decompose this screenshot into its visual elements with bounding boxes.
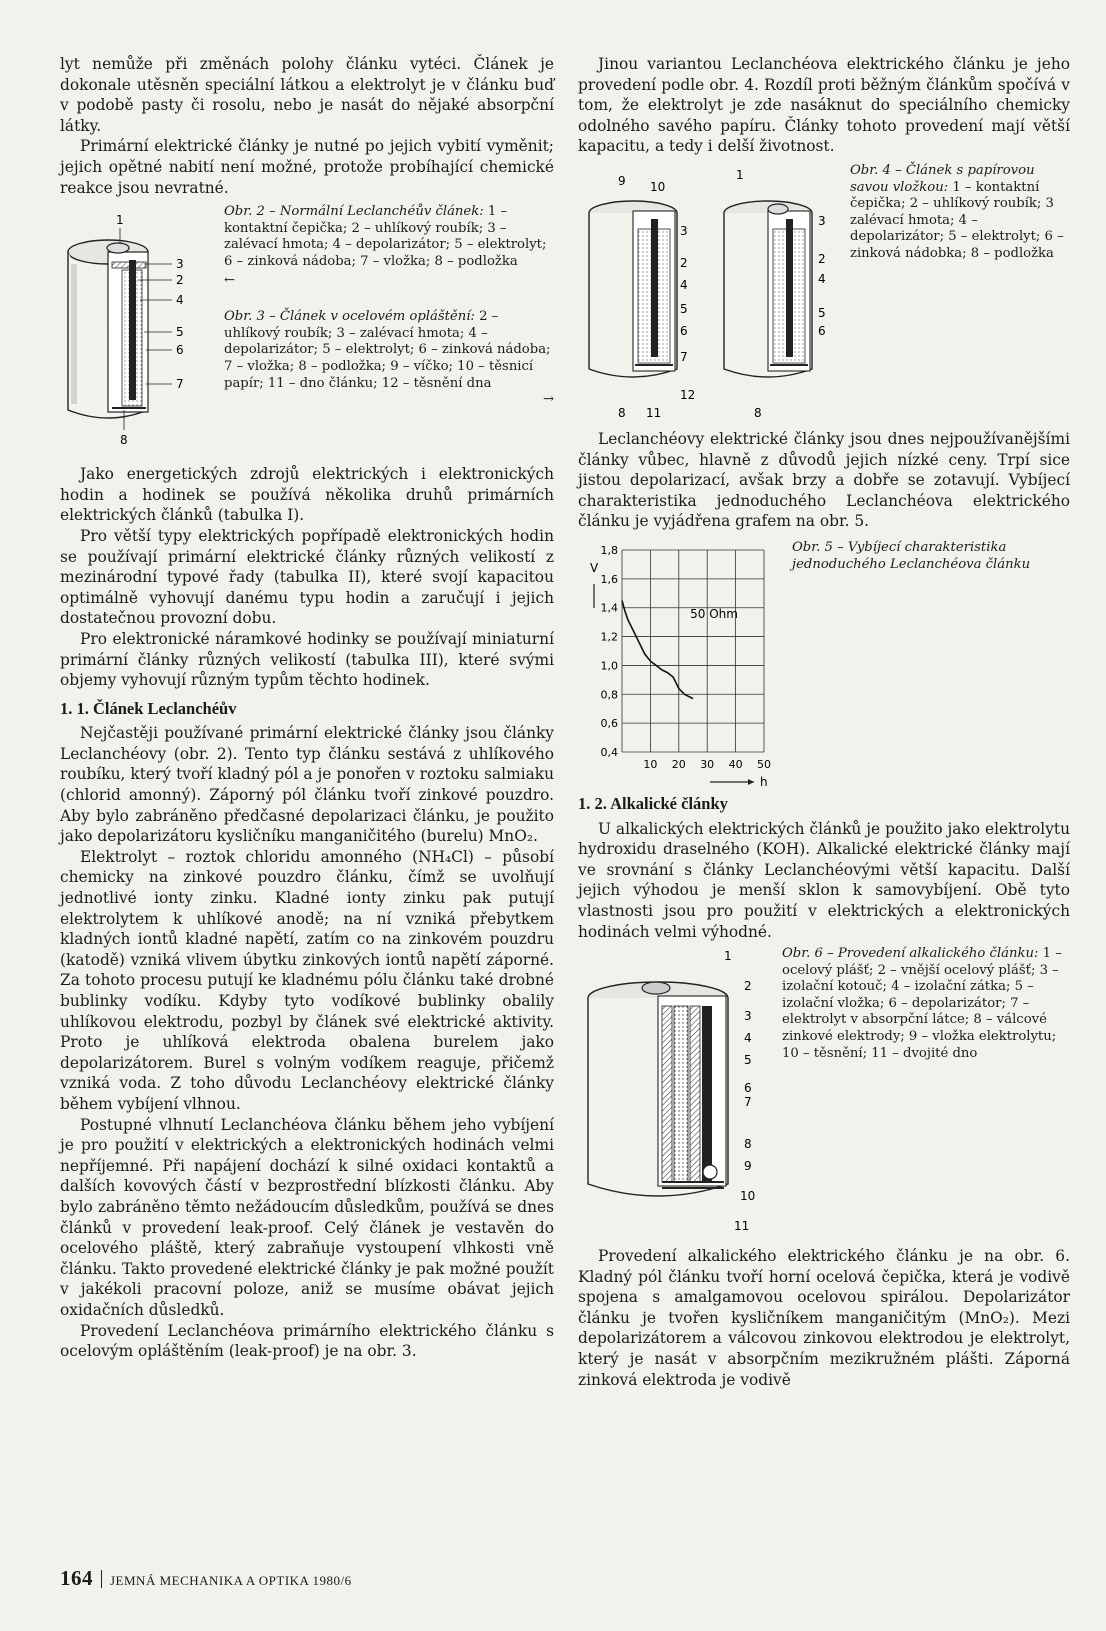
paragraph: lyt nemůže při změnách polohy článku vytéci. Článek je dokonale utěsněn speciální látkou a elektrolyt je v článku buď v podobě pasty či rosolu, nebo je nasát do nějaké absorpční látky. bbox=[60, 55, 554, 135]
paragraph: Jako energetických zdrojů elektrických i elektronických hodin a hodinek se používá několika druhů primárních elektrických článků (tabulka I). bbox=[60, 465, 554, 525]
paragraph: Nejčastěji používané primární elektrické články jsou články Leclanchéovy (obr. 2). Tento typ článku sestává z uhlíkového roubíku, který tvoří kladný pól a je ponořen v roztoku salmiaku (chlorid amonný). Záporný pól článku tvoří zinkové pouzdro. Aby bylo zabráněno předčasné depolarizaci článku, je použito jako depolarizátoru kysličníku manganičitého (burelu) MnO₂. bbox=[60, 724, 554, 846]
arrow-right-icon: → bbox=[542, 392, 554, 408]
fig3-caption-title: Obr. 3 – Článek v ocelovém opláštění: bbox=[224, 309, 475, 325]
fig6-caption bbox=[778, 946, 1070, 1062]
fig6-caption-body: 1 – ocelový plášť; 2 – vnější ocelový plášť; 3 – izolační kotouč; 4 – izolační zátka; 5 – izolační vložka; 6 – depolarizátor; 7 – elektrolyt v absorpční látce; 8 – válcové zinkové elektrody; 9 – vložka elektrolytu; 10 – těsnění; 11 – dvojité dno bbox=[782, 946, 1062, 1061]
figure-2 bbox=[60, 204, 220, 460]
fig4-label: 4 bbox=[818, 271, 826, 286]
fig4-label: 2 bbox=[818, 251, 826, 266]
left-column bbox=[60, 54, 554, 1362]
paragraph: Provedení alkalického elektrického článku je na obr. 6. Kladný pól článku tvoří horní ocelová čepička, která je vodivě spojena s amalgamovou ocelovou spirálou. Depolarizátor článku je tvořen kysličníkem manganičitým (MnO₂). Mezi depolarizátorem a válcovou zinkovou elektrodou je elektrolyt, který je nasát v absorpčním mezikružném plášti. Záporná zinková elektroda je vodivě bbox=[578, 1247, 1070, 1389]
fig4-caption-body: 1 – kontaktní čepička; 2 – uhlíkový roubík; 3 zalévací hmota; 4 – depolarizátor; 5 – elektrolyt; 6 – zinková nádobka; 8 – podložka bbox=[850, 179, 1064, 261]
fig6-label: 3 bbox=[744, 1009, 752, 1024]
fig6-label: 11 bbox=[734, 1219, 750, 1234]
fig4-label: 3 bbox=[818, 213, 826, 228]
paragraph: U alkalických elektrických článků je použito jako elektrolytu hydroxidu draselného (KOH). Alkalické elektrické články mají ve srovnání s články Leclanchéovými větší kapacitu. Další jejich výhodou je menší sklon k samovybíjení. Obě tyto vlastnosti jsou pro použití v elektrických a elektronických hodinách velmi výhodné. bbox=[578, 819, 1070, 941]
x-tick-label: 10 bbox=[643, 757, 658, 771]
fig6-label: 6 bbox=[744, 1081, 752, 1096]
y-axis-label: V bbox=[590, 560, 599, 575]
fig3-label: 8 bbox=[618, 405, 626, 420]
fig3-caption-body: 2 – uhlíkový roubík; 3 – zalévací hmota; 4 – depolarizátor; 5 – elektrolyt; 6 – zinková nádoba; 7 – vložka; 8 – podložka; 9 – víčko; 10 – těsnicí papír; 11 – dno článku; 12 – těsnění dna bbox=[224, 309, 551, 391]
figure-6 bbox=[578, 946, 778, 1236]
fig2-caption-body: 1 – kontaktní čepička; 2 – uhlíkový roubík; 3 – zalévací hmota; 4 – depolarizátor; 5 – elektrolyt; 6 – zinková nádoba; 7 – vložka; 8 – podložka bbox=[224, 204, 547, 269]
fig2-label: 1 bbox=[116, 213, 124, 228]
figure-5-block bbox=[578, 538, 1070, 786]
fig6-label: 4 bbox=[744, 1031, 752, 1046]
paragraph: Leclanchéovy elektrické články jsou dnes nejpoužívanějšími články vůbec, hlavně z důvodů jejich nízké ceny. Trpí sice jistou depolarizací, avšak brzy a dobře se zotavují. Vybíjecí charakteristika jednoduchého Leclanchéova elektrického článku je vyjádřena grafem na obr. 5. bbox=[578, 429, 1070, 531]
page-number: 164 bbox=[60, 1566, 93, 1590]
discharge-chart bbox=[578, 538, 788, 786]
y-tick-label: 0,4 bbox=[600, 745, 618, 759]
fig6-label: 2 bbox=[744, 979, 752, 994]
fig2-label: 3 bbox=[176, 257, 184, 272]
series-annotation: 50 Ohm bbox=[690, 606, 738, 621]
fig2-label: 6 bbox=[176, 343, 184, 358]
paragraph: Jinou variantou Leclanchéova elektrického článku je jeho provedení podle obr. 4. Rozdíl proti běžným článkům spočívá v tom, že elektrolyt je zde nasáknut do speciálního chemicky odolného savého papíru. Články tohoto provedení mají větší kapacitu, a tedy i delší životnost. bbox=[578, 55, 1070, 156]
x-axis-label: h bbox=[760, 774, 768, 786]
fig4-caption bbox=[848, 163, 1070, 263]
fig3-label: 4 bbox=[680, 277, 688, 292]
figure-2-3-block bbox=[60, 204, 554, 460]
figure-captions bbox=[220, 204, 554, 409]
fig5-caption bbox=[788, 538, 1070, 573]
figure-3-4-block bbox=[578, 163, 1070, 425]
y-tick-label: 0,8 bbox=[600, 688, 618, 702]
divider bbox=[101, 1570, 102, 1588]
fig2-label: 5 bbox=[176, 325, 184, 340]
x-tick-label: 40 bbox=[728, 757, 743, 771]
journal-name: JEMNÁ MECHANIKA A OPTIKA 1980/6 bbox=[110, 1573, 352, 1588]
section-heading: 1. 1. Článek Leclanchéův bbox=[60, 698, 237, 718]
fig3-label: 6 bbox=[680, 323, 688, 338]
paragraph: Primární elektrické články je nutné po jejich vybití vyměnit; jejich opětné nabití není možné, protože probíhající chemické reakce jsou nevratné. bbox=[60, 137, 554, 197]
fig6-label: 7 bbox=[744, 1095, 752, 1110]
y-tick-label: 1,2 bbox=[600, 630, 618, 644]
fig6-label: 10 bbox=[740, 1189, 756, 1204]
fig2-label: 4 bbox=[176, 293, 184, 308]
fig2-label: 8 bbox=[120, 433, 128, 448]
x-tick-label: 50 bbox=[757, 757, 771, 771]
fig2-caption-title: Obr. 2 – Normální Leclanchéův článek: bbox=[224, 204, 484, 220]
alkaline-cell-diagram bbox=[578, 946, 778, 1236]
battery-cell-diagram bbox=[60, 204, 220, 460]
paragraph: Pro větší typy elektrických popřípadě elektronických hodin se používají primární elektrické články různých velikostí z mezinárodní typové řady (tabulka II), které svojí kapacitou optimálně vyhovují danému typu hodin a zaručují i jejich dostatečnou provozní dobu. bbox=[60, 526, 554, 628]
fig3-label: 3 bbox=[680, 223, 688, 238]
paragraph: Provedení Leclanchéova primárního elektrického článku s ocelovým opláštěním (leak-proof) je na obr. 3. bbox=[60, 1321, 554, 1361]
fig6-label: 5 bbox=[744, 1053, 752, 1068]
arrow-left-icon: ← bbox=[224, 272, 236, 288]
figure-5-chart bbox=[578, 538, 788, 786]
right-column bbox=[578, 54, 1070, 1390]
fig6-label: 9 bbox=[744, 1159, 752, 1174]
fig3-caption bbox=[224, 309, 554, 392]
fig4-label: 8 bbox=[754, 405, 762, 420]
x-axis-arrowhead bbox=[748, 779, 754, 785]
series-line bbox=[622, 600, 693, 698]
fig3-label: 5 bbox=[680, 301, 688, 316]
fig3-label: 10 bbox=[650, 179, 666, 194]
fig6-label: 1 bbox=[724, 949, 732, 964]
battery-cells-diagram bbox=[578, 163, 848, 425]
fig4-caption-title: Obr. 4 – Článek s papírovou savou vložkou: bbox=[850, 162, 1035, 195]
figure-6-block bbox=[578, 946, 1070, 1236]
fig2-label: 2 bbox=[176, 273, 184, 288]
section-heading: 1. 2. Alkalické články bbox=[578, 793, 728, 813]
fig4-label: 5 bbox=[818, 305, 826, 320]
paragraph: Pro elektronické náramkové hodinky se používají miniaturní primární články různých velikostí (tabulka III), které svými objemy vyhovují různým typům těchto hodinek. bbox=[60, 629, 554, 690]
fig3-label: 2 bbox=[680, 255, 688, 270]
y-tick-label: 0,6 bbox=[600, 717, 618, 731]
figure-3-4 bbox=[578, 163, 848, 425]
fig4-label: 6 bbox=[818, 323, 826, 338]
fig6-caption-title: Obr. 6 – Provedení alkalického článku: bbox=[782, 946, 1039, 962]
fig6-label: 8 bbox=[744, 1137, 752, 1152]
y-tick-label: 1,8 bbox=[600, 543, 618, 557]
paragraph: Postupné vlhnutí Leclanchéova článku během jeho vybíjení je pro použití v elektrických a elektronických hodinách velmi nepříjemné. Při napájení dochází k silné oxidaci kontaktů a dalších kovových částí v bezprostřední blízkosti článku. Aby bylo zabráněno těmto nežádoucím důsledkům, používá se dnes článků v provedení leak-proof. Celý článek je vestavěn do ocelového pláště, který zabraňuje vystoupení vlhkosti vně článku. Takto provedené elektrické články je pak možné použít v jakékoli pracovní poloze, aniž se musíme obávat jejich oxidačních důsledků. bbox=[60, 1115, 554, 1319]
fig3-label: 9 bbox=[618, 173, 626, 188]
fig3-label: 12 bbox=[680, 387, 696, 402]
fig3-label: 7 bbox=[680, 349, 688, 364]
page-footer bbox=[60, 1566, 352, 1591]
paragraph: Elektrolyt – roztok chloridu amonného (NH₄Cl) – působí chemicky na zinkové pouzdro článku, čímž se uvolňují jednotlivé ionty zinku. Kladné ionty zinku pak putují elektrolytem k uhlíkové anodě; na ní vzniká přebytkem kladných iontů kladné napětí, zatím co na zinkovém pouzdru (katodě) vzniká vlivem úbytku zinkových iontů napětí záporné. Za tohoto procesu putují ke kladnému pólu článku také drobné bublinky vodíku. Kdyby tyto vodíkové bublinky obalily uhlíkovou elektrodu, pozbyl by článek své elektrické aktivity. Proto je uhlíková elektroda obalena burelem jako depolarizátorem. Burel s volným vodíkem reaguje, přičemž vzniká voda. Z toho důvodu Leclanchéovy elektrické články během vybíjení vlhnou. bbox=[60, 847, 554, 1113]
y-tick-label: 1,6 bbox=[600, 572, 618, 586]
y-tick-label: 1,4 bbox=[600, 601, 618, 615]
fig5-caption-title: Obr. 5 – Vybíjecí charakteristika jednoduchého Leclanchéova článku bbox=[792, 539, 1031, 572]
fig2-caption bbox=[224, 204, 554, 270]
fig4-label: 1 bbox=[736, 167, 744, 182]
fig2-label: 7 bbox=[176, 377, 184, 392]
y-tick-label: 1,0 bbox=[600, 659, 618, 673]
x-tick-label: 30 bbox=[700, 757, 715, 771]
fig3-label: 11 bbox=[646, 405, 662, 420]
x-tick-label: 20 bbox=[671, 757, 686, 771]
